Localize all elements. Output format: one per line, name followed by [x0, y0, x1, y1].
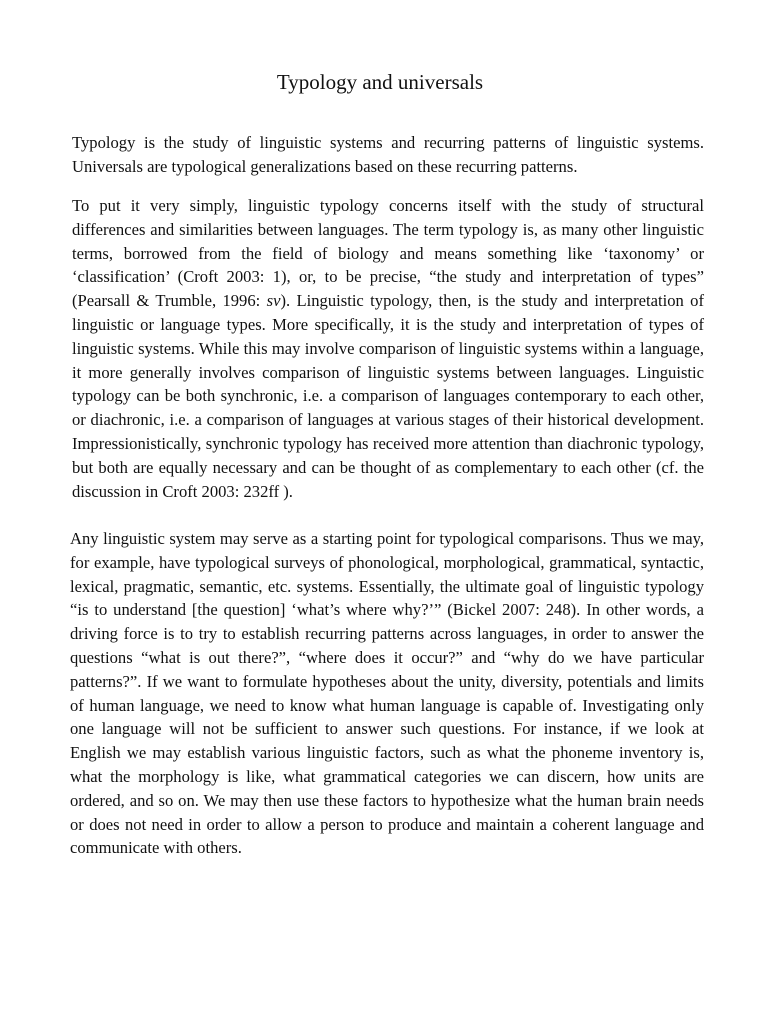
paragraph-definition: Typology is the study of linguistic systems and recurring patterns of linguistic systems. Universals are typological generalizations based on these recurring patterns. [72, 133, 704, 176]
paragraph-typology-goals: Any linguistic system may serve as a starting point for typological comparisons. Thus we may, for example, have typological surveys of phonological, morphological, grammatical, syntactic, lexical, pragmatic, semantic, etc. systems. Essentially, the ultimate goal of linguistic typology “is to understand [the question] ‘what’s where why?’” (Bickel 2007: 248). In other words, a driving force is to try to establish recurring patterns across languages, in order to answer the questions “what is out there?”, “where does it occur?” and “why do we have particular patterns?”. If we want to formulate hypotheses about the unity, diversity, potentials and limits of human language, we need to know what human language is capable of. Investigating only one language will not be sufficient to answer such questions. For instance, if we look at English we may establish various linguistic factors, such as what the phoneme inventory is, what the morphology is like, what grammatical categories we can discern, how units are ordered, and so on. We may then use these factors to hypothesize what the human brain needs or does not need in order to allow a person to produce and maintain a coherent language and communicate with others. [70, 529, 704, 858]
paragraph-typology-overview: To put it very simply, linguistic typology concerns itself with the study of structural differences and similarities between languages. The term typology is, as many other linguistic terms, borrowed from the field of biology and means something like ‘taxonomy’ or ‘classification’ (Croft 2003: 1), or, to be precise, “the study and interpretation of types” (Pearsall & Trumble, 1996: sv). Linguistic typology, then, is the study and interpretation of linguistic or language types. More specifically, it is the study and interpretation of types of linguistic systems. While this may involve comparison of linguistic systems within a language, it more generally involves comparison of linguistic systems between languages. Linguistic typology can be both synchronic, i.e. a comparison of languages contemporary to each other, or diachronic, i.e. a comparison of languages at various stages of their historical development. Impressionistically, synchronic typology has received more attention than diachronic typology, but both are equally necessary and can be thought of as complementary to each other (cf. the discussion in Croft 2003: 232ff ). [72, 196, 704, 501]
abbreviation-sv: sv [266, 291, 281, 311]
page-title: Typology and universals [276, 70, 484, 94]
